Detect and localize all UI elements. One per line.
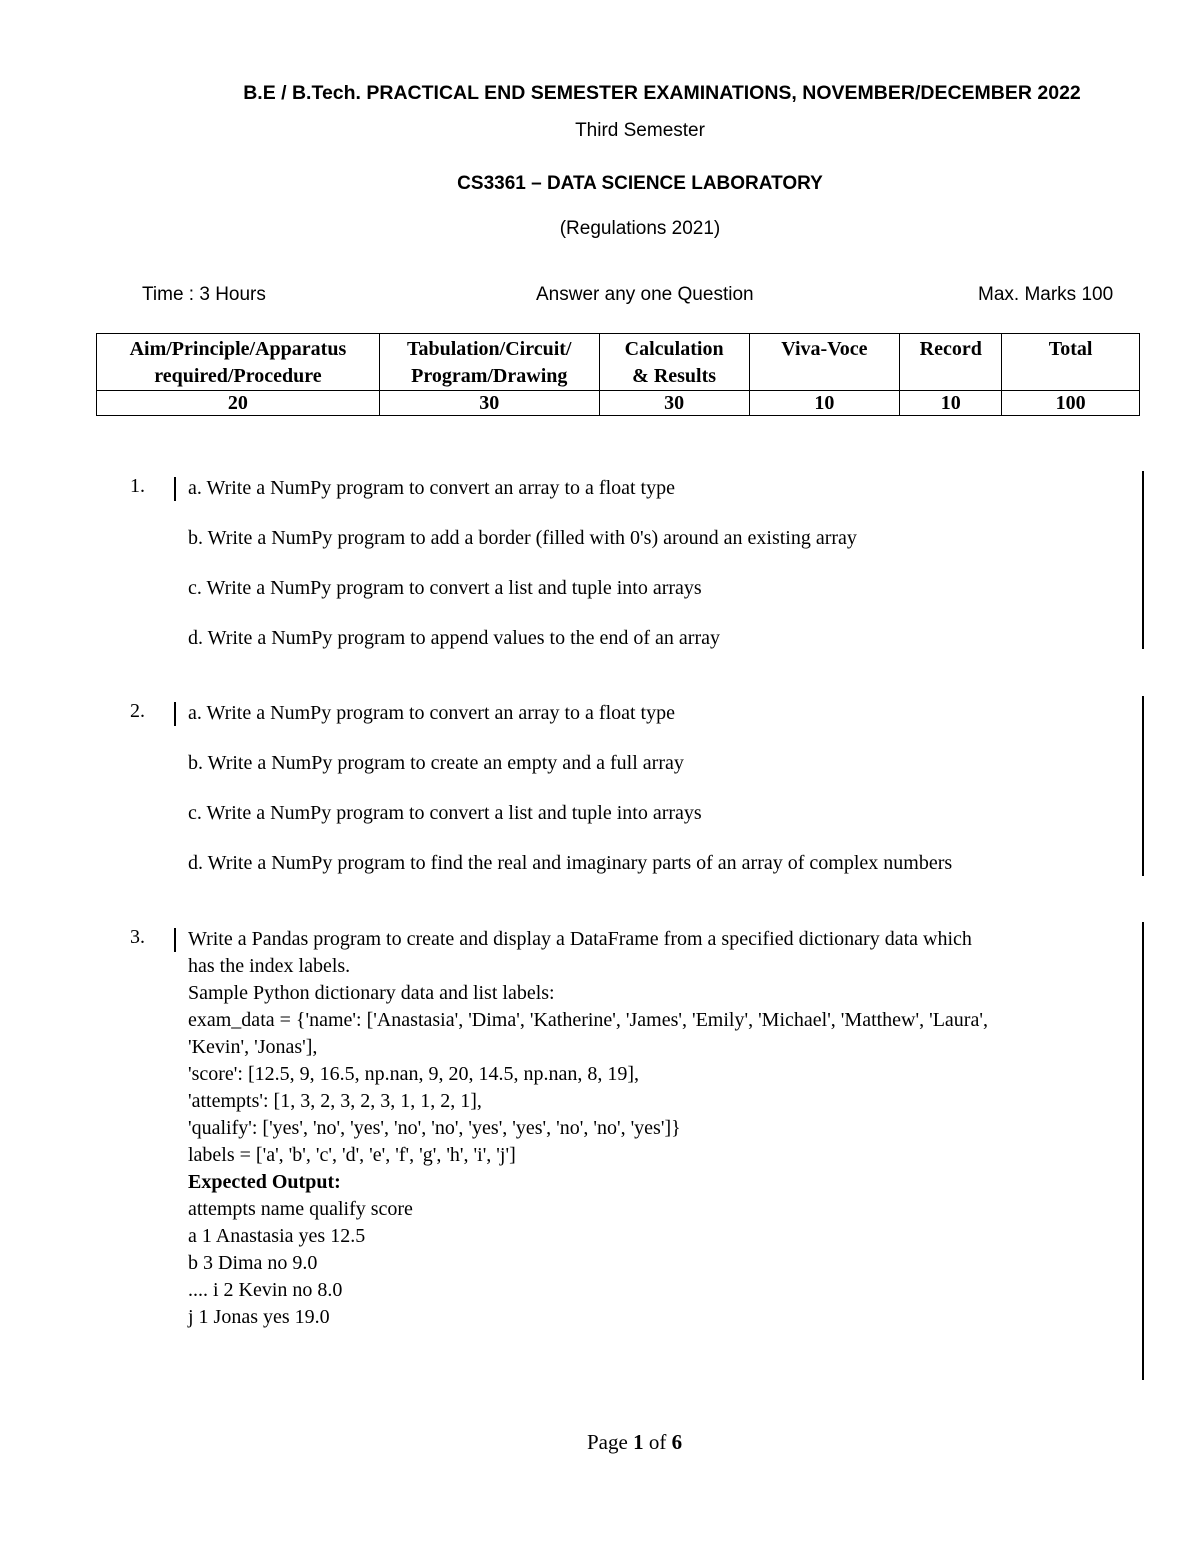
header-cell-tabulation: Tabulation/Circuit/ Program/Drawing bbox=[379, 334, 599, 391]
header-cell-total: Total bbox=[1002, 334, 1140, 391]
course-title: CS3361 – DATA SCIENCE LABORATORY bbox=[457, 173, 823, 194]
question-line: has the index labels. bbox=[188, 955, 351, 977]
header-cell-viva: Viva-Voce bbox=[749, 334, 900, 391]
value-cell: 100 bbox=[1002, 391, 1140, 416]
exam-title: B.E / B.Tech. PRACTICAL END SEMESTER EXAMINATIONS, NOVEMBER/DECEMBER 2022 bbox=[243, 82, 1081, 104]
marks-table-value-row bbox=[97, 391, 1140, 416]
code-line: labels = ['a', 'b', 'c', 'd', 'e', 'f', 'g', 'h', 'i', 'j'] bbox=[188, 1144, 516, 1166]
output-line: b 3 Dima no 9.0 bbox=[188, 1252, 318, 1274]
code-line: 'Kevin', 'Jonas'], bbox=[188, 1036, 318, 1058]
left-border bbox=[174, 928, 176, 952]
header-cell-record: Record bbox=[900, 334, 1002, 391]
question-line: a. Write a NumPy program to convert an array to a float type bbox=[188, 477, 675, 499]
header-cell-calculation: Calculation & Results bbox=[599, 334, 749, 391]
semester-label: Third Semester bbox=[575, 120, 705, 141]
question-3-body bbox=[188, 926, 1138, 1331]
right-border bbox=[1142, 922, 1144, 1380]
output-line: j 1 Jonas yes 19.0 bbox=[188, 1306, 330, 1328]
output-line: attempts name qualify score bbox=[188, 1198, 413, 1220]
right-border bbox=[1142, 696, 1144, 876]
output-line: .... i 2 Kevin no 8.0 bbox=[188, 1279, 343, 1301]
time-label: Time : 3 Hours bbox=[142, 284, 266, 305]
question-number: 2. bbox=[130, 700, 145, 722]
left-border bbox=[174, 477, 176, 501]
question-line: Sample Python dictionary data and list labels: bbox=[188, 982, 555, 1004]
code-line: exam_data = {'name': ['Anastasia', 'Dima', 'Katherine', 'James', 'Emily', 'Michael', 'Matthew', 'Laura', bbox=[188, 1009, 988, 1031]
value-cell: 10 bbox=[900, 391, 1002, 416]
output-line: a 1 Anastasia yes 12.5 bbox=[188, 1225, 366, 1247]
question-line: a. Write a NumPy program to convert an array to a float type bbox=[188, 702, 675, 724]
marks-table-header-row bbox=[97, 334, 1140, 391]
question-line: c. Write a NumPy program to convert a list and tuple into arrays bbox=[188, 577, 702, 599]
of-word: of bbox=[648, 1430, 667, 1454]
question-number: 3. bbox=[130, 926, 145, 948]
left-border bbox=[174, 702, 176, 726]
expected-output-heading: Expected Output: bbox=[188, 1171, 341, 1193]
question-line: c. Write a NumPy program to convert a list and tuple into arrays bbox=[188, 802, 702, 824]
question-number: 1. bbox=[130, 475, 145, 497]
page-current: 1 bbox=[633, 1430, 644, 1454]
value-cell: 20 bbox=[97, 391, 380, 416]
value-cell: 30 bbox=[379, 391, 599, 416]
code-line: 'score': [12.5, 9, 16.5, np.nan, 9, 20, 14.5, np.nan, 8, 19], bbox=[188, 1063, 640, 1085]
question-line: b. Write a NumPy program to add a border (filled with 0's) around an existing array bbox=[188, 527, 857, 549]
page-total: 6 bbox=[671, 1430, 683, 1454]
value-cell: 10 bbox=[749, 391, 900, 416]
marks-table bbox=[96, 333, 1140, 416]
question-line: d. Write a NumPy program to append values to the end of an array bbox=[188, 627, 721, 649]
header-cell-aim: Aim/Principle/Apparatus required/Procedure bbox=[97, 334, 380, 391]
value-cell: 30 bbox=[599, 391, 749, 416]
page-word: Page bbox=[587, 1430, 628, 1454]
question-line: b. Write a NumPy program to create an empty and a full array bbox=[188, 752, 684, 774]
regulations-label: (Regulations 2021) bbox=[559, 218, 721, 239]
question-line: Write a Pandas program to create and display a DataFrame from a specified dictionary data which bbox=[188, 928, 972, 950]
code-line: 'attempts': [1, 3, 2, 3, 2, 3, 1, 1, 2, 1], bbox=[188, 1090, 482, 1112]
max-marks-label: Max. Marks 100 bbox=[978, 284, 1114, 305]
page-footer bbox=[587, 1430, 682, 1455]
question-line: d. Write a NumPy program to find the real and imaginary parts of an array of complex numbers bbox=[188, 852, 953, 874]
instruction-label: Answer any one Question bbox=[536, 284, 754, 305]
code-line: 'qualify': ['yes', 'no', 'yes', 'no', 'no', 'yes', 'yes', 'no', 'no', 'yes']} bbox=[188, 1117, 681, 1139]
right-border bbox=[1142, 471, 1144, 649]
